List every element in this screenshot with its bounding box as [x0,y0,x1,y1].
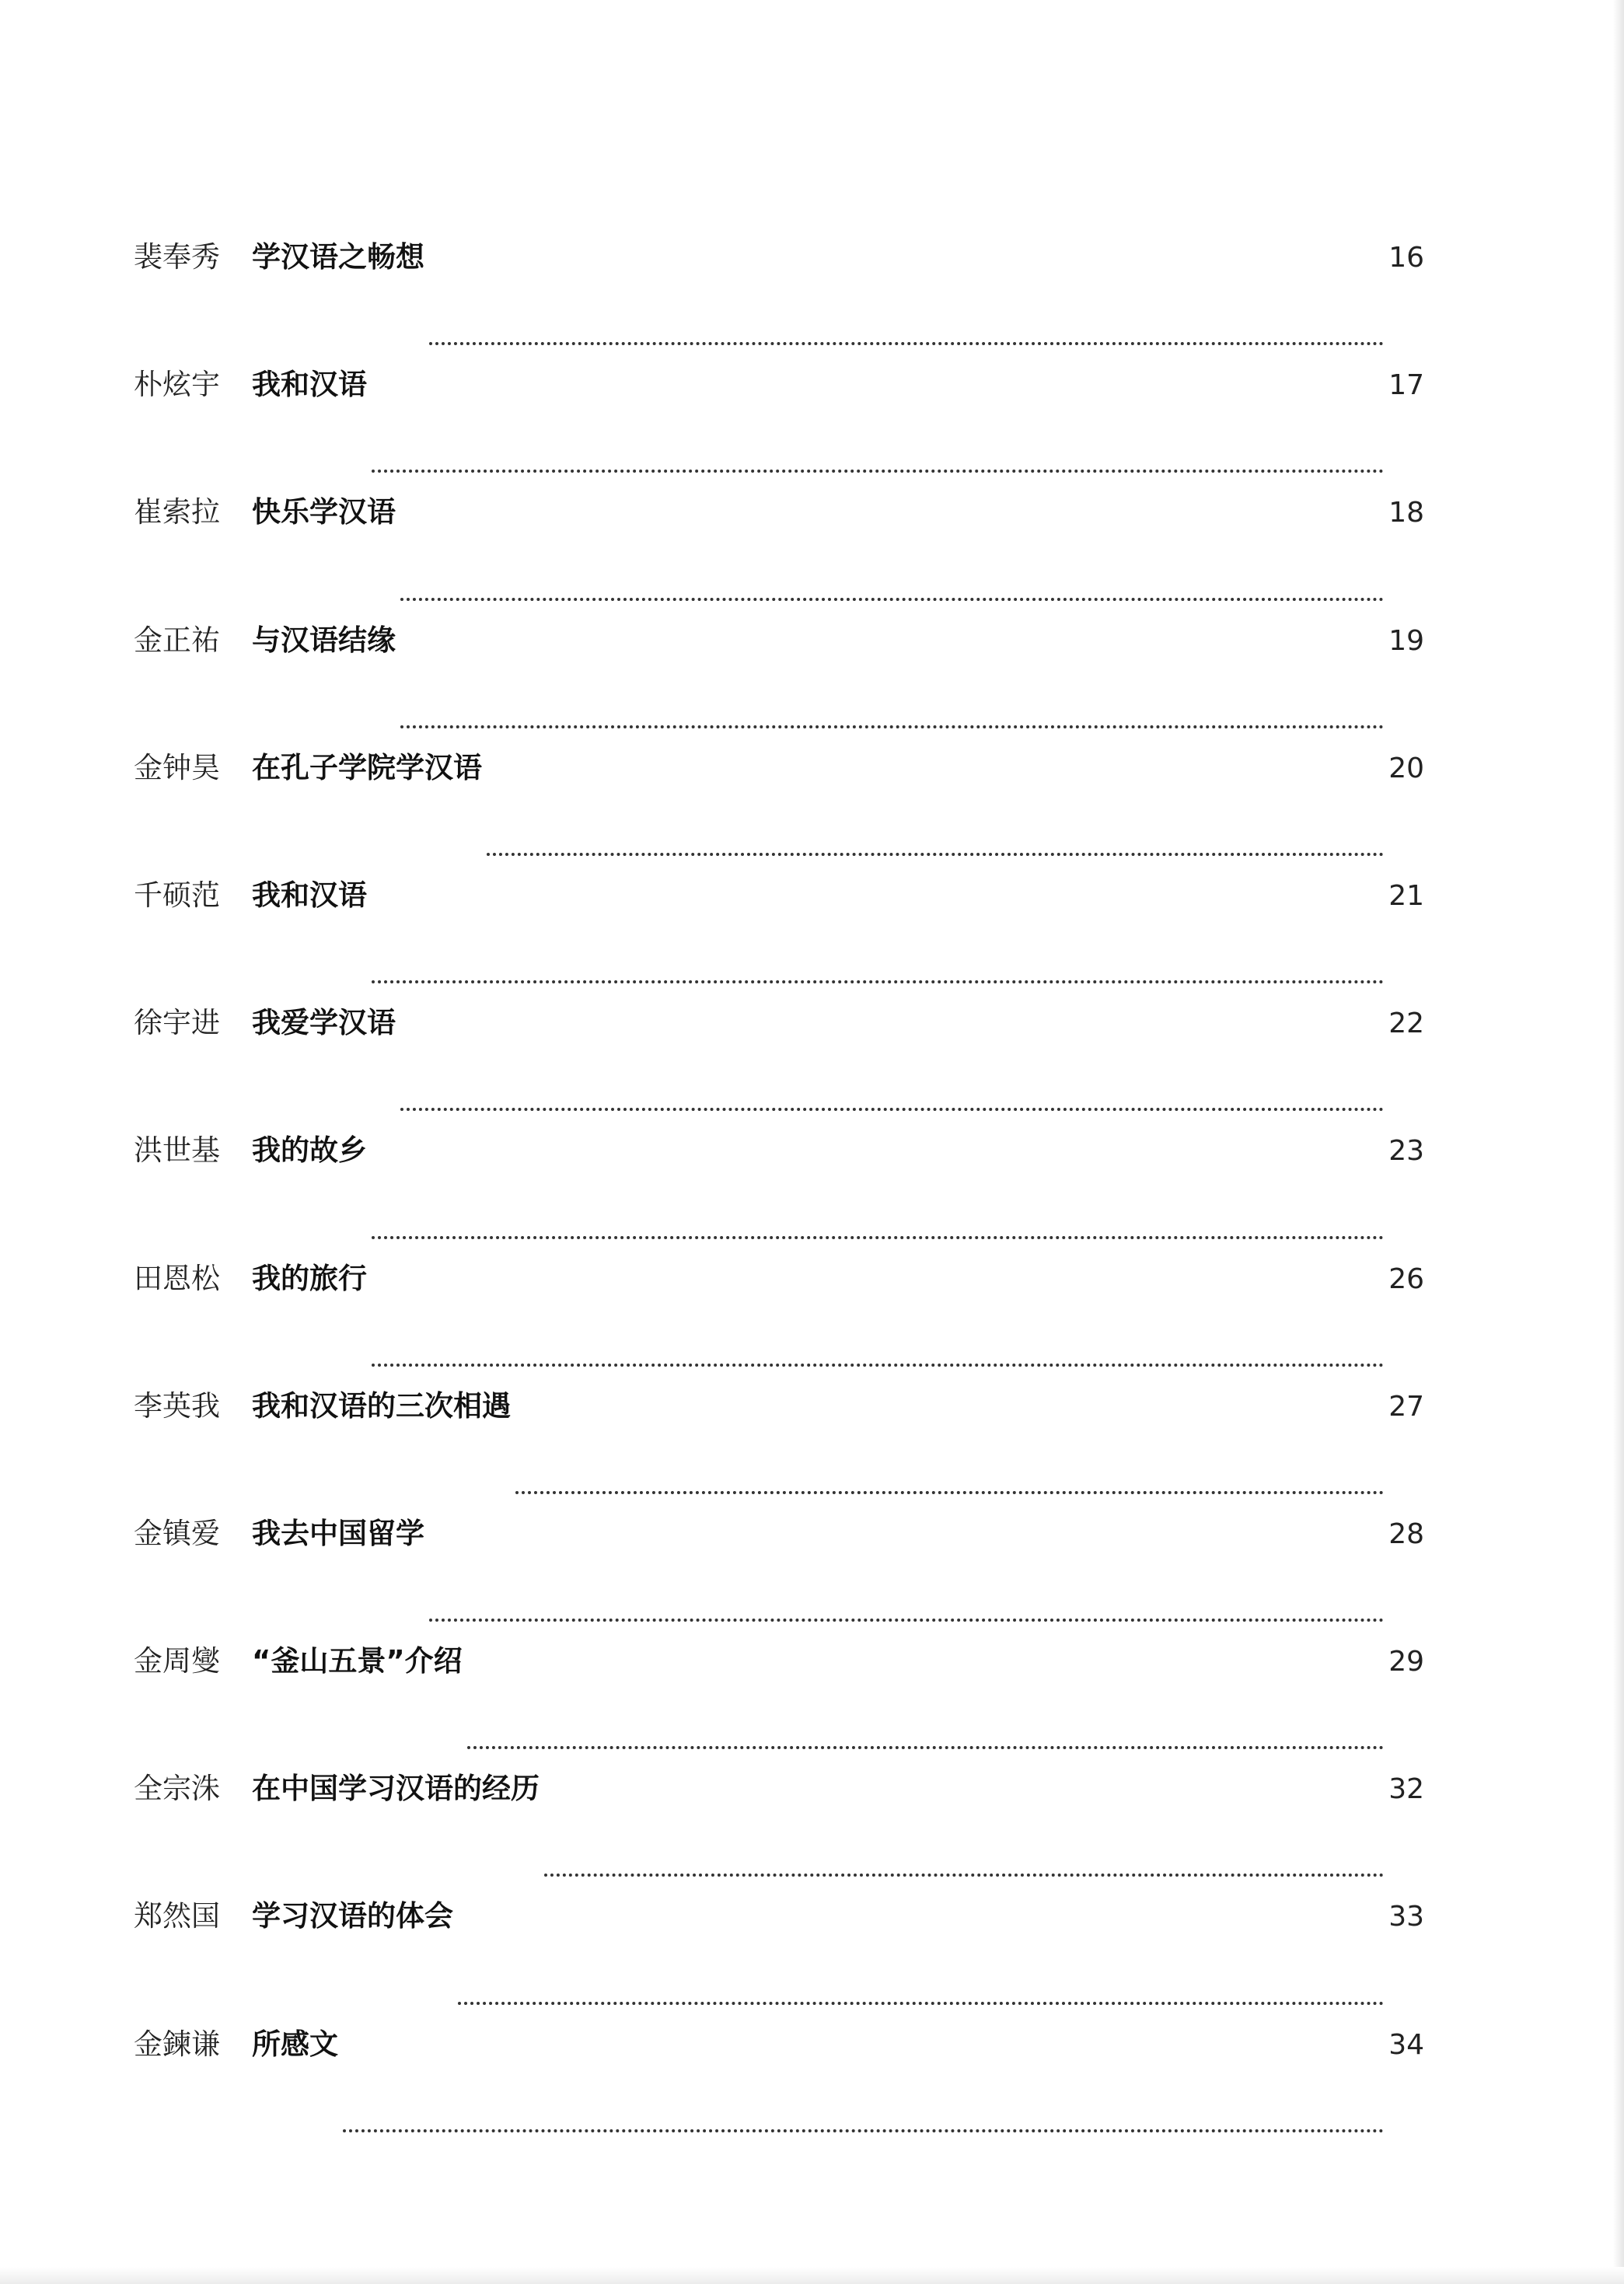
table-of-contents [134,233,1424,2148]
toc-title[interactable]: 学习汉语的体会 [252,1899,453,1933]
toc-author: 千硕范 [134,878,220,912]
toc-title[interactable]: “釜山五景”介绍 [252,1644,463,1678]
toc-page-number: 32 [1388,1773,1424,1806]
dot-leader [487,853,1384,856]
toc-author: 郑然国 [134,1899,220,1933]
dot-leader [372,470,1384,473]
toc-page-number: 27 [1388,1390,1424,1423]
toc-title[interactable]: 我去中国留学 [252,1516,424,1550]
toc-author: 李英我 [134,1388,220,1423]
toc-page-number: 17 [1388,369,1424,402]
toc-title[interactable]: 我和汉语 [252,878,367,912]
toc-entry[interactable] [134,999,1424,1126]
toc-author: 徐宇进 [134,1006,220,1040]
dot-leader [343,2129,1384,2132]
dot-leader [467,1746,1385,1749]
toc-title[interactable]: 在孔子学院学汉语 [252,750,482,784]
toc-author: 金周燮 [134,1644,220,1678]
toc-title[interactable]: 在中国学习汉语的经历 [252,1772,540,1806]
toc-author: 崔索拉 [134,495,220,529]
dot-leader [400,1108,1384,1111]
toc-entry[interactable] [134,871,1424,999]
dot-leader [429,342,1384,345]
page-bottom-shadow [0,2267,1624,2284]
toc-entry[interactable] [134,1765,1424,1892]
toc-author: 金钟昊 [134,750,220,784]
toc-title[interactable]: 所感文 [252,2027,338,2061]
toc-title[interactable]: 我的旅行 [252,1261,367,1295]
toc-title[interactable]: 我的故乡 [252,1133,367,1168]
toc-author: 洪世基 [134,1133,220,1168]
toc-page-number: 18 [1388,497,1424,529]
dot-leader [544,1874,1384,1877]
toc-author: 田恩松 [134,1261,220,1295]
toc-page-number: 22 [1388,1008,1424,1040]
toc-title[interactable]: 学汉语之畅想 [252,240,424,274]
toc-author: 金鍊谦 [134,2027,220,2061]
dot-leader [372,980,1384,983]
toc-entry[interactable] [134,361,1424,488]
toc-author: 金正祐 [134,623,220,657]
toc-title[interactable]: 我爱学汉语 [252,1006,396,1040]
toc-page-number: 34 [1388,2028,1424,2061]
dot-leader [400,598,1384,601]
dot-leader [372,1236,1384,1239]
dot-leader [372,1364,1384,1367]
toc-entry[interactable] [134,2020,1424,2148]
dot-leader [515,1491,1384,1494]
toc-entry[interactable] [134,1637,1424,1765]
toc-page-number: 28 [1388,1517,1424,1550]
toc-entry[interactable] [134,488,1424,616]
toc-page-number: 26 [1388,1262,1424,1295]
toc-entry[interactable] [134,233,1424,361]
toc-page-number: 21 [1388,879,1424,912]
toc-entry[interactable] [134,1510,1424,1637]
toc-page-number: 29 [1388,1646,1424,1678]
toc-title[interactable]: 我和汉语 [252,368,367,402]
toc-entry[interactable] [134,1255,1424,1382]
page-edge-shadow [1613,0,1624,2284]
toc-page-number: 33 [1388,1901,1424,1933]
toc-page-number: 20 [1388,752,1424,784]
toc-title[interactable]: 与汉语结缘 [252,623,396,657]
toc-title[interactable]: 我和汉语的三次相遇 [252,1388,511,1423]
dot-leader [458,2002,1384,2005]
toc-entry[interactable] [134,1382,1424,1510]
toc-page-number: 19 [1388,624,1424,657]
dot-leader [429,1619,1384,1622]
toc-page-number: 16 [1388,242,1424,274]
dot-leader [400,725,1384,728]
toc-entry[interactable] [134,744,1424,871]
toc-author: 全宗洙 [134,1772,220,1806]
toc-entry[interactable] [134,616,1424,744]
toc-author: 朴炫宇 [134,368,220,402]
toc-author: 金镇爱 [134,1516,220,1550]
toc-page-number: 23 [1388,1135,1424,1168]
toc-author: 裴奉秀 [134,240,220,274]
toc-title[interactable]: 快乐学汉语 [252,495,396,529]
toc-entry[interactable] [134,1126,1424,1254]
toc-entry[interactable] [134,1892,1424,2020]
